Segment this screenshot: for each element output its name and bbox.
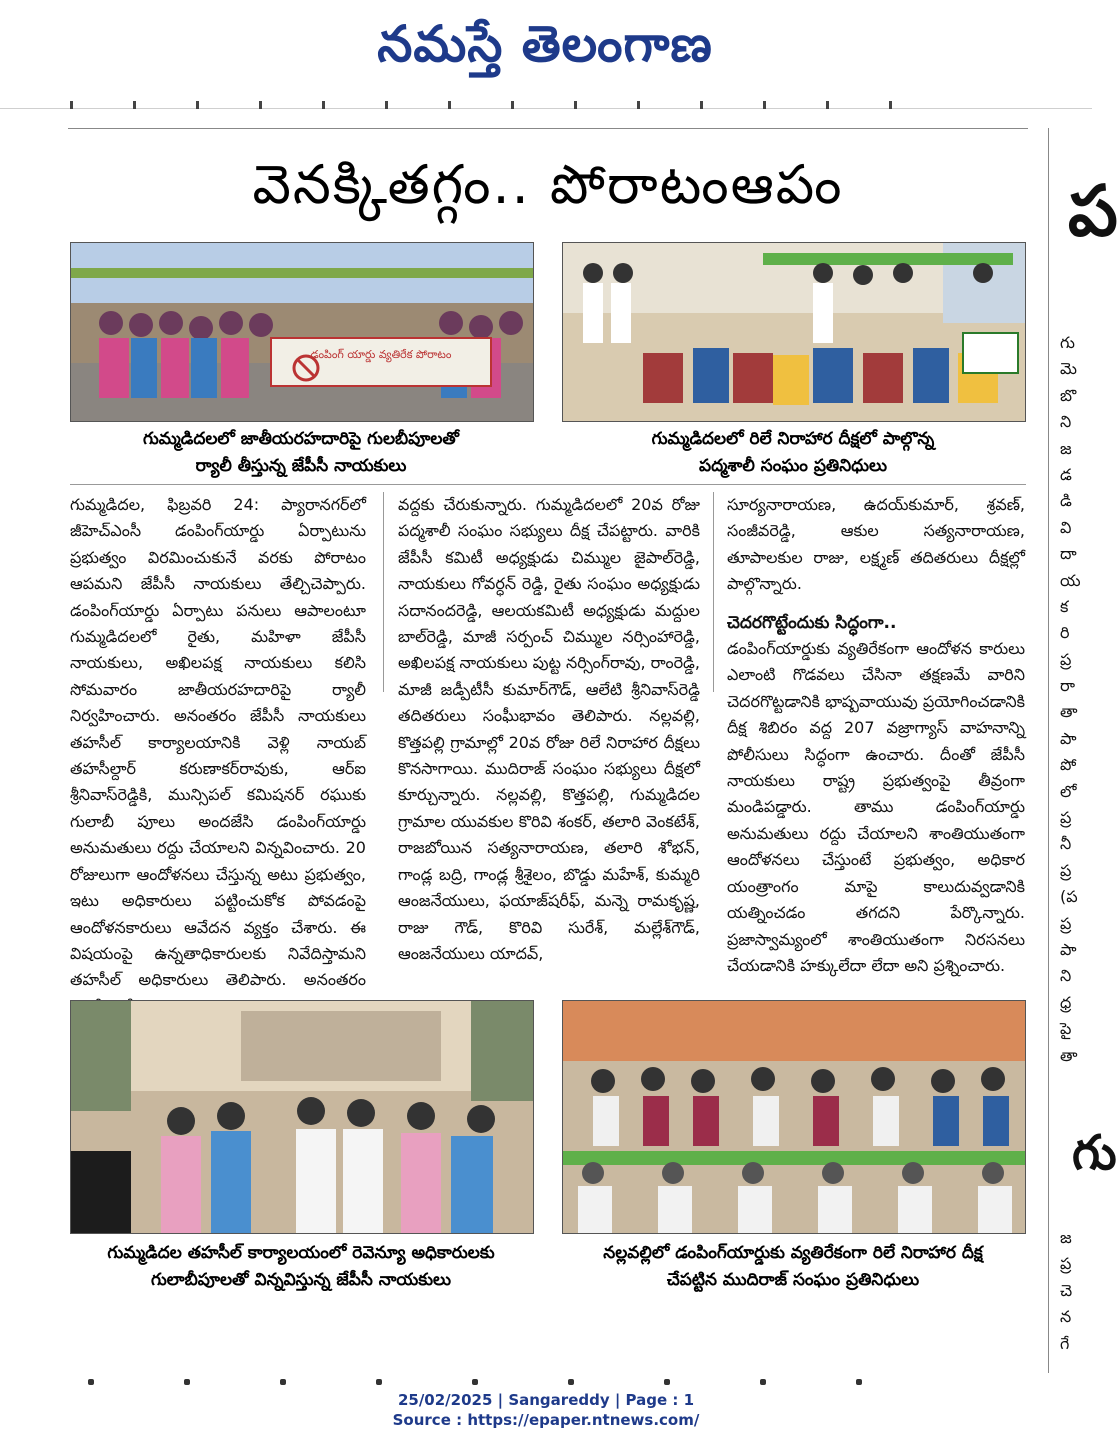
bottom-strip [68,1370,1028,1378]
margin-fragment: పా [1060,728,1077,748]
caption-mudiraj-strike: నల్లవల్లిలో డంపింగ్‌యార్డుకు వ్యతిరేకంగా రిలే నిరాహార దీక్ష చేపట్టిన ముదిరాజ్ సంఘం ప్రతినిధులు [603,1243,983,1290]
margin-fragment: మె [1060,359,1077,379]
margin-fragment: లో [1060,781,1077,801]
adjacent-article-headline-fragment: ప [1068,170,1118,252]
headline: వెనక్కితగ్గం.. పోరాటంఆపం [252,153,844,216]
top-rule [68,128,1028,129]
margin-fragment: పై [1060,1019,1072,1039]
caption-tahsil-office: గుమ్మడిదల తహసీల్ కార్యాలయంలో రెవెన్యూ అధికారులకు గులాబీపూలతో విన్నవిస్తున్న జేపీసీ నాయకులు [107,1243,495,1290]
masthead [0,0,1092,90]
masthead-strip [0,94,1092,109]
margin-fragment: (ప [1060,887,1078,907]
margin-fragment: ప్ర [1060,1254,1072,1274]
margin-fragment: ధ్ర [1060,992,1072,1012]
photo-hunger-strike [562,242,1026,422]
margin-fragment: చె [1060,1280,1073,1300]
margin-fragment: రి [1060,623,1070,643]
margin-fragment: రా [1060,676,1075,696]
caption-rally: గుమ్మడిదలలో జాతీయరహదారిపై గులబీపూలతో ర్యాలీ తీస్తున్న జేపీసీ నాయకులు [142,429,460,476]
margin-fragment: పా [1060,939,1077,959]
photo-tahsil-office [70,1000,534,1234]
margin-fragment: ని [1060,966,1072,986]
margin-fragment: తా [1060,702,1078,722]
photo-rally [70,242,534,422]
margin-fragment: ప్ర [1060,913,1072,933]
margin-fragment: జ [1060,1228,1072,1247]
article-column-2: వద్దకు చేరుకున్నారు. గుమ్మడిదలలో 20వ రోజు పద్మశాలీ సంఘం సభ్యులు దీక్ష చేపట్టారు. వారికి జేపీసీ కమిటీ అధ్యక్షుడు చిమ్ముల జైపాల్‌రెడ్డి, నాయకులు గోవర్ధన్ రెడ్డి, రైతు సంఘం అధ్యక్షుడు సదానందరెడ్డి, ఆలయకమిటీ అధ్యక్షుడు మద్దుల బాల్‌రెడ్డి, మాజీ సర్పంచ్ చిమ్ముల నర్సింహారెడ్డి, అఖిలపక్ష నాయకులు పుట్ట నర్సింగ్‌రావు, రాంరెడ్డి, మాజీ జడ్పీటీసీ కుమార్‌గౌడ్, ఆలేటి శ్రీనివాస్‌రెడ్డి తదితరులు సంఘీభావం తెలిపారు. నల్లవల్లి, కొత్తపల్లి గ్రామాల్లో 20వ రోజు రిలే నిరాహార దీక్షలు కొనసాగాయి. ముదిరాజ్ సంఘం సభ్యులు దీక్షలో కూర్చున్నారు. నల్లవల్లి, కొత్తపల్లి, గుమ్మడిదల గ్రామాల యువకుల కొరివి శంకర్, తలారి వెంకటేశ్, రాజబోయిన సత్యనారాయణ, తలారి శోభన్, గాండ్ల బద్రి, గాండ్ల శ్రీశైలం, బొడ్డు మహేశ్, కుమ్మరి ఆంజనేయులు, ఫయాజ్‌షరీఫ్, మన్నె రామకృష్ణ, రాజు గౌడ్, కొరివి సురేశ్, మల్లేశ్‌గౌడ్, ఆంజనేయులు యాదవ్, [398,495,700,963]
adjacent-article-column-2 [1060,1225,1092,1357]
margin-fragment: ప్ర [1060,649,1072,669]
margin-fragment: గే [1060,1333,1070,1353]
margin-fragment: గు [1060,333,1075,352]
margin-fragment: జ [1060,438,1072,458]
rule-below-captions [70,484,1026,485]
article-column-1: గుమ్మడిదల, ఫిబ్రవరి 24: ప్యారానగర్‌లో జీహెచ్‌ఎంసీ డంపింగ్‌యార్డు ఏర్పాటును ప్రభుత్వం విరమించుకునే వరకు పోరాటం ఆపమని జేపీసీ నాయకులు తేల్చిచెప్పారు. డంపింగ్‌యార్డు ఏర్పాటు పనులు ఆపాలంటూ గుమ్మడిదలలో రైతు, మహిళా జేపీసీ నాయకులు, అఖిలపక్ష నాయకులు కలిసి సోమవారం జాతీయరహదారిపై ర్యాలీ నిర్వహించారు. అనంతరం జేపీసీ నాయకులు తహసీల్ కార్యాలయానికి వెళ్లి నాయబ్ తహసీల్దార్ కరుణాకర్‌రావుకు, ఆర్ఐ శ్రీనివాస్‌రెడ్డికి, మున్సిపల్ కమిషనర్ రఘుకు గులాబీ పూలు అందజేసి డంపింగ్‌యార్డు అనుమతులు రద్దు చేయాలని విన్నవించారు. 20 రోజులుగా ఆందోళనలు చేస్తున్న అటు ప్రభుత్వం, ఇటు అధికారులు పట్టించుకోక పోవడంపై ఆందోళనకారులు ఆవేదన వ్యక్తం చేశారు. ఈ విషయంపై ఉన్నతాధికారులకు నివేదిస్తామని తహసీల్ అధికారులు తెలిపారు. అనంతరం [70,495,366,990]
column-separator-2 [713,492,714,692]
margin-fragment: య [1060,570,1081,590]
margin-fragment: దా [1060,544,1077,564]
footer-date-edition: 25/02/2025 | Sangareddy | Page : 1 [397,1391,695,1409]
margin-fragment: ని [1060,412,1072,432]
caption-hunger-strike: గుమ్మడిదలలో రిలే నిరాహార దీక్షలో పాల్గొన్న పద్మశాలీ సంఘం ప్రతినిధులు [651,429,935,476]
footer-source: Source : https://epaper.ntnews.com/ [392,1411,700,1429]
article-column-3: సూర్యనారాయణ, ఉదయ్‌కుమార్, శ్రవణ్, సంజీవరెడ్డి, ఆకుల సత్యనారాయణ, తూపాలకుల రాజు, లక్ష్మణ్ తదితరులు దీక్షల్లో పాల్గొన్నారు. చెదరగొట్టేందుకు సిద్ధంగా.. డంపింగ్‌యార్డుకు వ్యతిరేకంగా ఆందోళన కారులు ఎలాంటి గొడవలు చేసినా తక్షణమే వారిని చెదరగొట్టడానికి భాష్పవాయువు ప్రయోగించడానికి దీక్ష శిబిరం వద్ద 207 వజ్రాగ్యాస్ వాహనాన్ని పోలీసులు సిద్ధంగా ఉంచారు. దీంతో జేపీసీ నాయకులు రాష్ట్ర ప్రభుత్వంపై తీవ్రంగా మండిపడ్డారు. తాము డంపింగ్‌యార్డు అనుమతులు రద్దు చేయాలని శాంతియుతంగా ఆందోళనలు చేస్తుంటే ప్రభుత్వం, అధికార యంత్రాంగం మాపై కాలుదువ్వడానికి యత్నించడం తగదని పేర్కొన్నారు. ప్రజాస్వామ్యంలో శాంతియుతంగా నిరసనలు చేయడానికి హక్కులేదా లేదా అని ప్రశ్నించారు. [727,495,1025,975]
margin-fragment: తా [1060,1045,1078,1065]
margin-fragment: ప్ర [1060,860,1072,880]
margin-fragment: వి [1060,517,1072,537]
newspaper-logo: నమస్తే తెలంగాణ [377,14,713,73]
margin-fragment: నీ [1060,834,1072,854]
subheading: చెదరగొట్టేందుకు సిద్ధంగా.. [727,612,897,633]
banner-text: డంపింగ్ యార్డు వ్యతిరేక పోరాటం [310,348,452,361]
margin-fragment: ప్ర [1060,808,1072,828]
page-footer [0,1390,1092,1430]
column-divider [1048,128,1049,1373]
margin-fragment: డ [1060,464,1072,484]
margin-fragment: డి [1060,491,1072,511]
margin-fragment: బొ [1060,385,1077,405]
adjacent-article-headline-fragment-2: గు [1072,1125,1117,1181]
margin-fragment: న [1060,1307,1072,1327]
adjacent-article-column [1060,330,1092,1069]
photo-mudiraj-strike [562,1000,1026,1234]
margin-fragment: క [1060,596,1069,616]
column-separator-1 [383,492,384,692]
margin-fragment: పో [1060,755,1077,775]
